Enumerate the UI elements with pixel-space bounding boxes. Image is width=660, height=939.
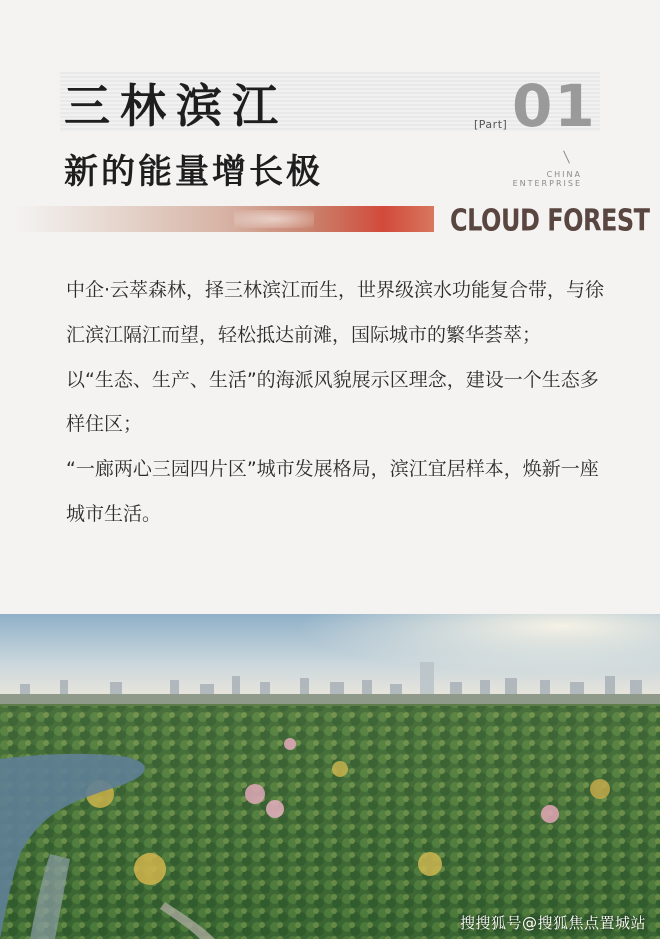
brand-logo-text: CLOUD FOREST bbox=[450, 203, 650, 238]
page-subtitle: 新的能量增长极 bbox=[64, 152, 323, 192]
body-paragraph: 以“生态、生产、生活”的海派风貌展示区理念，建设一个生态多样住区； bbox=[66, 368, 599, 436]
page-title: 三林滨江 bbox=[64, 79, 288, 133]
slash-decoration bbox=[563, 150, 570, 163]
body-text bbox=[66, 268, 606, 537]
part-number: 01 bbox=[512, 72, 597, 140]
body-paragraph: “一廊两心三园四片区”城市发展格局，滨江宜居样本，焕新一座城市生活。 bbox=[66, 458, 599, 525]
aerial-park-photo bbox=[0, 614, 660, 939]
china-enterprise-mark bbox=[513, 170, 582, 188]
watermark-text: 搜搜狐号@搜狐焦点置城站 bbox=[459, 914, 646, 932]
enterprise-line: ENTERPRISE bbox=[512, 179, 582, 188]
decorative-gradient-strip bbox=[14, 206, 434, 232]
aerial-park-illustration bbox=[0, 614, 660, 939]
body-paragraph: 中企·云萃森林，择三林滨江而生，世界级滨水功能复合带，与徐汇滨江隔江而望，轻松抵达前滩，国际城市的繁华荟萃； bbox=[66, 279, 605, 346]
part-label: [Part] bbox=[474, 118, 508, 131]
china-line: CHINA bbox=[546, 170, 582, 179]
